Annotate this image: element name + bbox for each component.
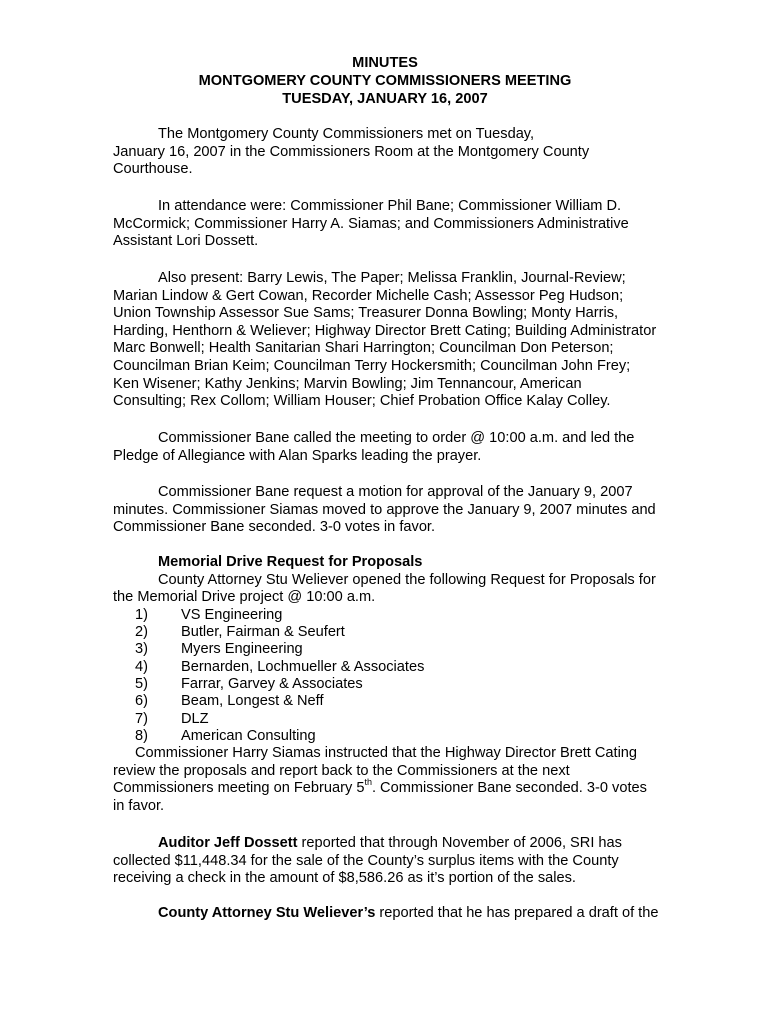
list-text: DLZ — [181, 710, 209, 727]
text-line: minutes. Commissioner Siamas moved to approve the January 9, 2007 minutes and — [113, 501, 656, 518]
text-fragment: Commissioners meeting on February 5 — [113, 780, 365, 797]
text-line: McCormick; Commissioner Harry A. Siamas; and Commissioners Administrative — [113, 215, 629, 232]
text-line: receiving a check in the amount of $8,586.26 as it’s portion of the sales. — [113, 870, 576, 887]
text-line: Courthouse. — [113, 161, 193, 178]
text-line: Ken Wisener; Kathy Jenkins; Marvin Bowling; Jim Tennancour, American — [113, 375, 582, 392]
list-number: 3) — [135, 641, 148, 658]
ordinal-suffix: th — [364, 777, 372, 788]
text-line: County Attorney Stu Weliever opened the following Request for Proposals for — [158, 571, 656, 588]
list-item — [113, 624, 683, 641]
list-number: 6) — [135, 693, 148, 710]
text-line: Union Township Assessor Sue Sams; Treasurer Donna Bowling; Monty Harris, — [113, 305, 619, 322]
text-fragment: reported that through November of 2006, SRI has — [297, 835, 622, 851]
text-line: Commissioner Bane called the meeting to order @ 10:00 a.m. and led the — [158, 430, 635, 446]
section-memorial-drive — [113, 554, 683, 816]
text-line — [113, 835, 683, 853]
list-number: 7) — [135, 710, 148, 727]
text-line: Harding, Henthorn & Weliever; Highway Director Brett Cating; Building Administrator — [113, 322, 657, 339]
speaker-name: County Attorney Stu Weliever’s — [158, 905, 376, 921]
proposal-list — [113, 607, 683, 745]
paragraph-meeting-location — [113, 126, 683, 179]
text-line: Consulting; Rex Collom; William Houser; Chief Probation Office Kalay Colley. — [113, 393, 611, 410]
text-line: Marian Lindow & Gert Cowan, Recorder Michelle Cash; Assessor Peg Hudson; — [113, 287, 624, 304]
list-text: Myers Engineering — [181, 641, 303, 658]
list-text: Farrar, Garvey & Associates — [181, 675, 363, 692]
text-line: collected $11,448.34 for the sale of the County’s surplus items with the County — [113, 852, 619, 869]
text-line — [113, 777, 683, 798]
list-number: 8) — [135, 727, 148, 744]
text-line: Pledge of Allegiance with Alan Sparks leading the prayer. — [113, 447, 482, 464]
text-line: Councilman Brian Keim; Councilman Terry Hockersmith; Councilman John Frey; — [113, 357, 631, 374]
list-text: Butler, Fairman & Seufert — [181, 624, 345, 641]
list-item — [113, 693, 683, 710]
list-item — [113, 728, 683, 745]
text-line: Commissioner Bane seconded. 3-0 votes in favor. — [113, 519, 436, 536]
text-line: January 16, 2007 in the Commissioners Room at the Montgomery County — [113, 143, 590, 160]
text-line: Also present: Barry Lewis, The Paper; Melissa Franklin, Journal-Review; — [158, 270, 626, 286]
list-text: VS Engineering — [181, 606, 283, 623]
speaker-name: Auditor Jeff Dossett — [158, 835, 298, 851]
list-text: Bernarden, Lochmueller & Associates — [181, 658, 425, 675]
paragraph-minutes-approval — [113, 484, 683, 537]
paragraph-auditor-report — [113, 835, 683, 888]
list-text: American Consulting — [181, 727, 316, 744]
text-line: Marc Bonwell; Health Sanitarian Shari Harrington; Councilman Don Peterson; — [113, 340, 614, 357]
list-item — [113, 607, 683, 624]
list-number: 2) — [135, 624, 148, 641]
text-line: Commissioner Harry Siamas instructed that the Highway Director Brett Cating — [135, 745, 638, 762]
text-fragment: reported that he has prepared a draft of the — [375, 905, 659, 921]
paragraph-call-to-order — [113, 430, 683, 465]
paragraph-also-present — [113, 270, 683, 411]
list-text: Beam, Longest & Neff — [181, 693, 324, 710]
meeting-date: TUESDAY, JANUARY 16, 2007 — [282, 91, 488, 107]
text-line: Assistant Lori Dossett. — [113, 233, 259, 250]
paragraph-attendance — [113, 198, 683, 251]
text-line: Commissioner Bane request a motion for approval of the January 9, 2007 — [158, 484, 633, 500]
list-item — [113, 641, 683, 658]
meeting-title: MONTGOMERY COUNTY COMMISSIONERS MEETING — [198, 73, 572, 89]
list-item — [113, 659, 683, 676]
minutes-heading: MINUTES — [352, 55, 418, 71]
paragraph-attorney-report — [113, 905, 683, 923]
text-line: in favor. — [113, 797, 165, 814]
text-line — [113, 905, 683, 923]
text-line: In attendance were: Commissioner Phil Bane; Commissioner William D. — [158, 198, 622, 214]
list-item — [113, 676, 683, 693]
list-item — [113, 711, 683, 728]
text-line: The Montgomery County Commissioners met on Tuesday, — [158, 126, 535, 142]
list-number: 5) — [135, 675, 148, 692]
text-line: the Memorial Drive project @ 10:00 a.m. — [113, 589, 376, 606]
list-number: 1) — [135, 606, 148, 623]
list-number: 4) — [135, 658, 148, 675]
text-line: review the proposals and report back to the Commissioners at the next — [113, 762, 570, 779]
section-heading-memorial-drive: Memorial Drive Request for Proposals — [158, 554, 423, 570]
text-fragment: . Commissioner Bane seconded. 3-0 votes — [371, 780, 647, 797]
